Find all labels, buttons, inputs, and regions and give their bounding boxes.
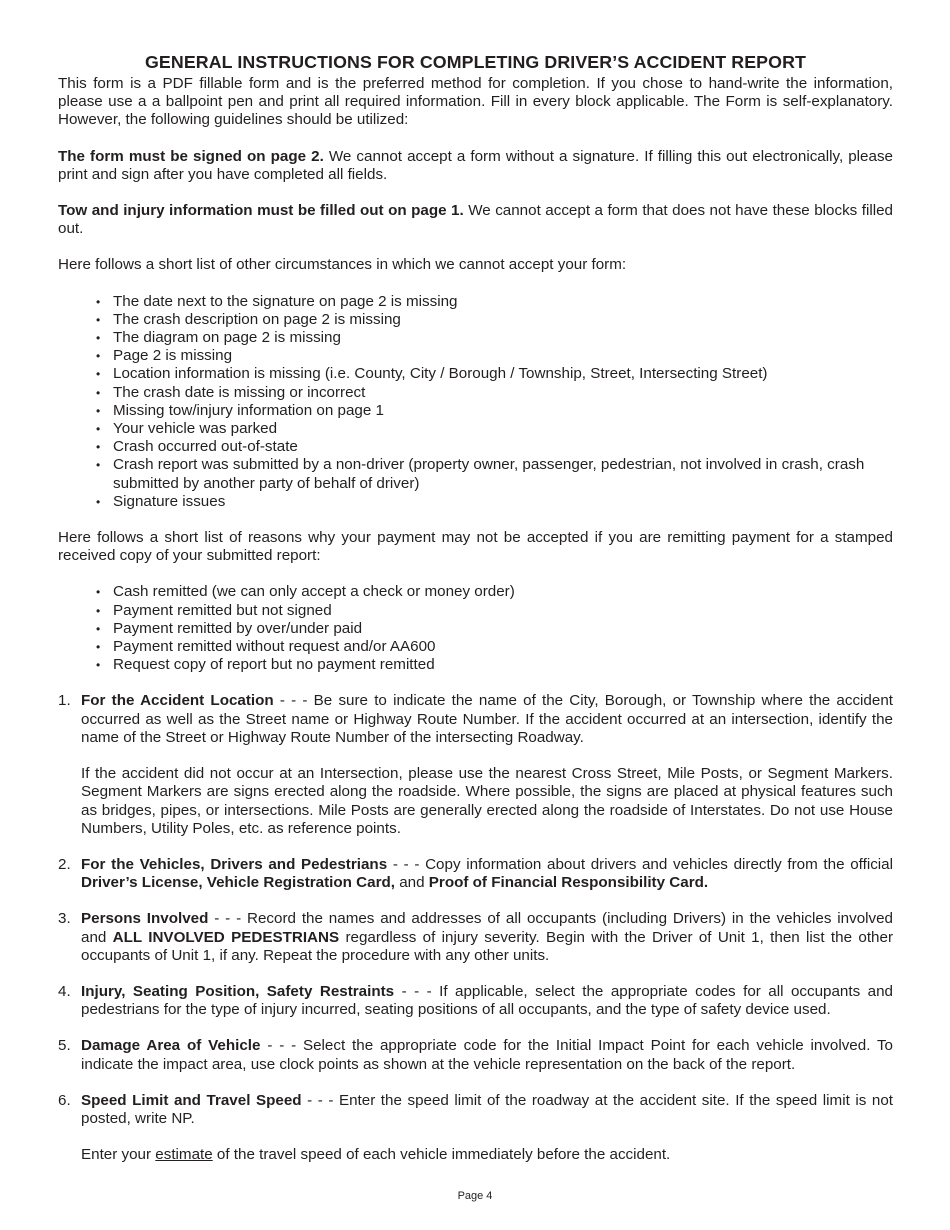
signature-note (58, 148, 893, 184)
instruction-damage-area (58, 1037, 893, 1073)
instruction-text (81, 856, 893, 892)
list-item (96, 493, 893, 511)
payment-intro: Here follows a short list of reasons why your payment may not be accepted if you are remitting payment for a stamped received copy of your submitted report: (58, 529, 893, 565)
list-item-text: The crash date is missing or incorrect (113, 383, 366, 401)
list-item-text: Your vehicle was parked (113, 420, 278, 438)
signature-note-text: We cannot accept a form without a signature. If filling this out electronically, please print and sign after you have completed all fields. (58, 147, 893, 183)
payment-reasons-list (58, 583, 893, 674)
bullet-icon: • (96, 621, 101, 636)
instruction-heading: Injury, Seating Position, Safety Restraints (81, 982, 395, 1000)
list-item (96, 329, 893, 347)
list-item-text: Signature issues (113, 492, 226, 510)
instruction-body: of the travel speed of each vehicle immediately before the accident. (212, 1146, 671, 1164)
list-item-text: Page 2 is missing (113, 347, 233, 365)
instruction-text (81, 1037, 893, 1073)
instruction-text-2 (81, 1146, 893, 1164)
instruction-number: 6. (58, 1091, 71, 1109)
bullet-icon: • (96, 331, 101, 346)
instruction-emphasis: Proof of Financial Responsibility Card. (428, 874, 709, 892)
instruction-persons-involved (58, 910, 893, 965)
instruction-injury-seating (58, 983, 893, 1019)
list-item (96, 583, 893, 601)
bullet-icon: • (96, 312, 101, 327)
bullet-icon: • (96, 367, 101, 382)
instruction-number: 2. (58, 855, 71, 873)
list-item-text: Location information is missing (i.e. County, City / Borough / Township, Street, Intersecting Street) (113, 365, 768, 383)
bullet-icon: • (96, 494, 101, 509)
bullet-icon: • (96, 458, 101, 473)
list-item (96, 402, 893, 420)
list-item (96, 347, 893, 365)
bullet-icon: • (96, 640, 101, 655)
instruction-heading: Persons Involved (81, 910, 209, 928)
instruction-accident-location (58, 692, 893, 837)
circumstances-intro: Here follows a short list of other circumstances in which we cannot accept your form: (58, 256, 627, 274)
instruction-text-2: If the accident did not occur at an Intersection, please use the nearest Cross Street, Mile Posts, or Segment Markers. Segment Markers are signs erected along the roadside. Where possible, the signs are placed at physical features such as bridges, pipes, or intersections. Mile Posts are generally erected along the roadside of Interstates. Do not use House Numbers, Utility Poles, etc. as reference points. (81, 765, 893, 837)
bullet-icon: • (96, 294, 101, 309)
instruction-body-2: regardless of injury severity. Begin with the Driver of Unit 1, then list the other occupants of Unit 1, if any. Repeat the procedure with any other units. (81, 928, 893, 964)
instruction-body: - - - Enter the speed limit of the roadway at the accident site. If the speed limit is not posted, write NP. (81, 1091, 893, 1127)
instruction-heading: Damage Area of Vehicle (81, 1037, 261, 1055)
tow-note (58, 202, 893, 238)
bullet-icon: • (96, 585, 101, 600)
bullet-icon: • (96, 385, 101, 400)
instruction-heading: For the Vehicles, Drivers and Pedestrians (81, 855, 388, 873)
instruction-number: 1. (58, 692, 71, 710)
instruction-text (81, 692, 893, 747)
instruction-text (81, 1092, 893, 1128)
list-item (96, 438, 893, 456)
bullet-icon: • (96, 349, 101, 364)
instruction-text (81, 910, 893, 965)
list-item (96, 456, 893, 492)
list-item (96, 365, 893, 383)
bullet-icon: • (96, 658, 101, 673)
page-number: Page 4 (457, 1190, 493, 1202)
list-item (96, 311, 893, 329)
list-item-text: Request copy of report but no payment remitted (113, 656, 435, 674)
instruction-number: 5. (58, 1037, 71, 1055)
instruction-number: 4. (58, 982, 71, 1000)
instruction-body: - - - Select the appropriate code for the Initial Impact Point for each vehicle involved. To indicate the impact area, use clock points as shown at the vehicle representation on the back of the report. (81, 1037, 894, 1073)
bullet-icon: • (96, 403, 101, 418)
instruction-emphasis: Driver’s License, Vehicle Registration Card, (81, 874, 395, 892)
list-item (96, 656, 893, 674)
list-item (96, 384, 893, 402)
page-title: GENERAL INSTRUCTIONS FOR COMPLETING DRIVER’S ACCIDENT REPORT (145, 52, 806, 72)
bullet-icon: • (96, 603, 101, 618)
list-item-text: Payment remitted without request and/or AA600 (113, 638, 436, 656)
list-item (96, 420, 893, 438)
list-item-text: The crash description on page 2 is missing (113, 310, 401, 328)
list-item-text: Missing tow/injury information on page 1 (113, 401, 384, 419)
instruction-vehicles-drivers (58, 856, 893, 892)
numbered-instructions (58, 692, 893, 1164)
intro-paragraph: This form is a PDF fillable form and is the preferred method for completion. If you chose to hand-write the information, please use a a ballpoint pen and print all required information. Fill in every block applicable. The Form is self-explanatory. However, the following guidelines should be utilized: (58, 75, 893, 129)
signature-note-bold: The form must be signed on page 2. (58, 147, 324, 165)
instruction-speed (58, 1092, 893, 1165)
circumstances-list (58, 293, 893, 511)
instruction-body: - - - Be sure to indicate the name of the City, Borough, or Township where the accident occurred as well as the Street name or Highway Route Number. If the accident occurred at an intersection, identify the name of the Street or Highway Route Number of the intersecting Roadway. (81, 692, 893, 746)
tow-note-text: We cannot accept a form that does not have these blocks filled out. (58, 202, 893, 238)
list-item-text: The date next to the signature on page 2 is missing (113, 292, 458, 310)
instruction-body: - - - Copy information about drivers and vehicles directly from the official (387, 855, 894, 873)
list-item (96, 602, 893, 620)
instruction-body: - - - If applicable, select the appropriate codes for all occupants and pedestrians for the type of injury incurred, seating positions of all occupants, and the type of safety device used. (81, 982, 893, 1019)
list-item-text: Cash remitted (we can only accept a check or money order) (113, 583, 515, 601)
instructions-page (58, 52, 893, 1182)
list-item (96, 293, 893, 311)
list-item-text: Crash occurred out-of-state (113, 438, 298, 456)
underlined-word: estimate (155, 1146, 213, 1164)
list-item-text: Payment remitted by over/under paid (113, 619, 363, 637)
list-item (96, 638, 893, 656)
tow-note-bold: Tow and injury information must be filled out on page 1. (58, 202, 464, 220)
instruction-heading: Speed Limit and Travel Speed (81, 1091, 302, 1109)
instruction-emphasis: ALL INVOLVED PEDESTRIANS (112, 928, 340, 946)
list-item (96, 620, 893, 638)
instruction-connector: and (395, 874, 429, 892)
instruction-number: 3. (58, 910, 71, 928)
list-item-text: Crash report was submitted by a non-driver (property owner, passenger, pedestrian, not involved in crash, crash submitted by another party of behalf of driver) (113, 456, 865, 492)
instruction-body: Enter your (81, 1146, 156, 1164)
instruction-body: - - - Record the names and addresses of all occupants (including Drivers) in the vehicles involved and (81, 910, 894, 946)
bullet-icon: • (96, 440, 101, 455)
list-item-text: The diagram on page 2 is missing (113, 329, 341, 347)
list-item-text: Payment remitted but not signed (113, 601, 332, 619)
instruction-heading: For the Accident Location (81, 692, 274, 710)
instruction-text (81, 983, 893, 1019)
bullet-icon: • (96, 422, 101, 437)
